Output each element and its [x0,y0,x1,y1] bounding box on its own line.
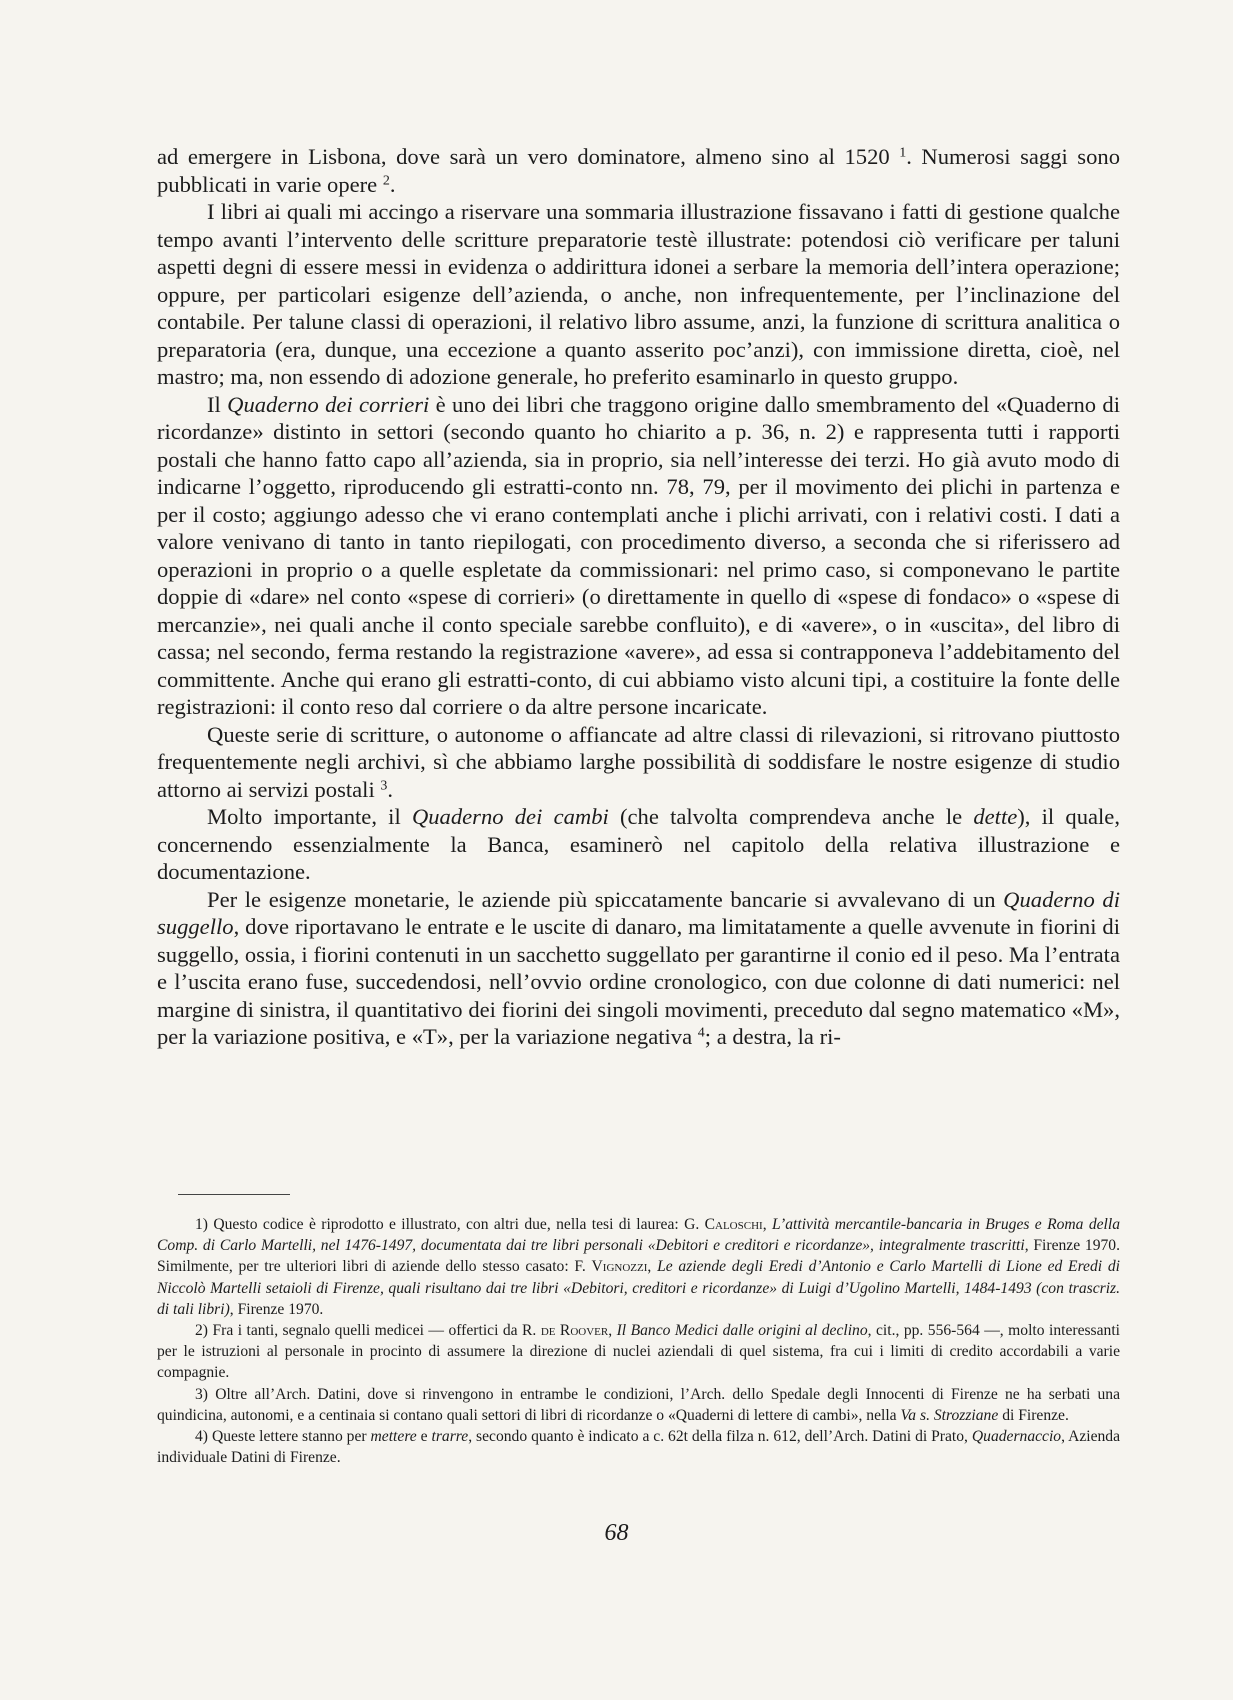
paragraph-3 [157,391,1120,721]
footnote-4 [157,1426,1120,1468]
footnote-number: 1) [195,1216,208,1233]
book-title: Quaderno di suggello [157,886,1120,939]
term: dette [973,804,1018,829]
text-run: . Numerosi saggi sono pubblicati in varie opere [157,144,1120,197]
page-number: 68 [604,1520,629,1546]
text-run: Il [207,391,221,417]
author-name: Vignozzi [591,1258,648,1276]
term: trarre [431,1428,469,1446]
text-run: ; a destra, la ri- [704,1024,841,1049]
footnote-2 [157,1320,1120,1384]
work-title: L’attività mercantile-bancaria in Bruges e Roma della Comp. di Carlo Martelli, nel 1476-1497, documentata dai tre libri personali «Debitori e creditori e ricordanze», integralmente trascritti [157,1216,1121,1255]
text-run: , Firenze 1970. Similmente, per tre ulteriori libri di aziende dello stesso casato: F. [157,1237,1120,1276]
term: mettere [370,1428,417,1446]
footnote-ref[interactable]: 2 [382,172,390,188]
text-run: , [762,1216,767,1233]
author-name: Caloschi [704,1216,763,1233]
paragraph-4 [157,721,1120,804]
footnote-1 [157,1214,1120,1320]
book-title: Quaderno dei cambi [411,804,609,829]
text-run: e [420,1428,428,1446]
footnote-number: 2) [195,1322,208,1340]
footnote-ref[interactable]: 4 [697,1025,705,1041]
text-run: Oltre all’Arch. Datini, dove si rinvengono in entrambe le condizioni, l’Arch. dello Spedale degli Innocenti di Firenze ne ha serbati una quindicina, autonomi, e a centinaia si contano quali settori di libri di ricordanze o «Quaderni di lettere di cambi», nella [157,1385,1120,1424]
text-run: . [389,171,396,197]
footnotes [157,1214,1120,1468]
footnote-3 [157,1384,1120,1426]
work-title: Il Banco Medici dalle origini al declino [616,1322,868,1340]
footnote-ref[interactable]: 1 [899,145,907,161]
text-run: (che talvolta comprendeva anche le [620,804,963,829]
main-text [157,143,1120,1051]
archive-title: Va s. Strozziane [900,1406,999,1424]
text-run: è uno dei libri che traggono origine dallo smembramento del «Quaderno di ricordanze» distinto in settori (secondo quanto ho chiarito a p. 36, n. 2) e rappresenta tutti i rapporti postali che hanno fatto capo all’azienda, sia in proprio, sia nell’interesse dei terzi. Ho già avuto modo di indicarne l’oggetto, riproducendo gli estratti-conto nn. 78, 79, per il movimento dei plichi in partenza e per il costo; aggiungo adesso che vi erano contemplati anche i plichi arrivati, con i relativi costi. I dati a valore venivano di tanto in tanto riepilogati, con procedimento diverso, a seconda che si riferissero ad operazioni in proprio o a quelle espletate da commissionari: nel primo caso, si componevano le partite doppie di «dare» nel conto «spese di corrieri» (o direttamente in quello di «spese di fondaco» o «spese di mercanzie», nei quali anche il conto speciale sarebbe confluito), e di «avere», o in «uscita», del libro di cassa; nel secondo, ferma restando la registrazione «avere», ad essa si contrapponeva l’addebitamento del committente. Anche qui erano gli estratti-conto, di cui abbiamo visto alcuni tipi, a costituire la fonte delle registrazioni: il conto reso dal corriere o da altre persone incaricate. [157,391,1121,719]
text-run: , cit., pp. 556-564 —, molto interessanti per le istruzioni al personale in procinto di assumere la direzione di nuclei aziendali di quel sistema, fra cui i limiti di credito accordabili a varie compagnie. [157,1322,1121,1382]
paragraph-1 [157,143,1120,198]
text-run: ad emergere in Lisbona, dove sarà un vero dominatore, almeno sino al 1520 [157,144,890,169]
text-run: Fra i tanti, segnalo quelli medicei — offertici da R. [212,1322,537,1340]
text-run: Molto importante, il [207,804,401,829]
text-run: Per le esigenze monetarie, le aziende più spiccatamente bancarie si avvalevano di un [207,886,996,912]
work-title: Quadernaccio [971,1428,1062,1446]
text-run: , [647,1258,652,1276]
paragraph-2: I libri ai quali mi accingo a riservare una sommaria illustrazione fissavano i fatti di gestione qualche tempo avanti l’intervento delle scritture preparatorie testè illustrate: potendosi ciò verificare per taluni aspetti degni di essere messi in evidenza o addirittura idonei a serbare la memoria dell’intera operazione; oppure, per particolari esigenze dell’azienda, o anche, non infrequentemente, per l’inclinazione del contabile. Per talune classi di operazioni, il relativo libro assume, anzi, la funzione di scrittura analitica o preparatoria (era, dunque, una eccezione a quanto asserito poc’anzi), con immissione diretta, cioè, nel mastro; ma, non essendo di adozione generale, ho preferito esaminarlo in questo gruppo. [157,199,1120,389]
text-run: Queste serie di scritture, o autonome o affiancate ad altre classi di rilevazioni, si ritrovano piuttosto frequentemente negli archivi, sì che abbiamo larghe possibilità di soddisfare le nostre esigenze di studio attorno ai servizi postali [157,721,1120,802]
text-run: Questo codice è riprodotto e illustrato, con altri due, nella tesi di laurea: G. [213,1216,700,1233]
work-title: Le aziende degli Eredi d’Antonio e Carlo Martelli di Lione ed Eredi di Niccolò Martelli setaioli di Firenze, quali risultano dai tre libri «Debitori, creditori e ricordanze» di Luigi d’Ugolino Martelli, 1484-1493 (con trascriz. di tali libri) [157,1258,1120,1318]
text-run: ), il quale, concernendo essenzialmente la Banca, esaminerò nel capitolo della relativa illustrazione e documentazione. [157,804,1120,884]
footnote-divider [178,1194,290,1195]
text-run: . [387,776,394,802]
book-title: Quaderno dei corrieri [227,391,430,417]
text-run: di Firenze. [1002,1406,1069,1424]
paragraph-6 [157,886,1120,1051]
text-run: , [608,1322,613,1340]
footnote-ref[interactable]: 3 [380,777,388,793]
text-run: , Firenze 1970. [229,1300,324,1318]
footnote-number: 4) [195,1428,208,1446]
text-run: Queste lettere stanno per [211,1428,367,1446]
author-name: de Roover [540,1322,609,1340]
text-run: , Azienda individuale Datini di Firenze. [157,1428,1121,1467]
text-run: , secondo quanto è indicato a c. 62t della filza n. 612, dell’Arch. Datini di Prato, [468,1428,968,1446]
paragraph-5 [157,803,1120,886]
text-run: , dove riportavano le entrate e le uscite di danaro, ma limitatamente a quelle avvenute in fiorini di suggello, ossia, i fiorini contenuti in un sacchetto suggellato per garantirne il conio ed il peso. Ma l’entrata e l’uscita erano fuse, succedendosi, nell’ovvio ordine cronologico, con due colonne di dati numerici: nel margine di sinistra, il quantitativo dei fiorini dei singoli movimenti, preceduto dal segno matematico «M», per la variazione positiva, e «T», per la variazione negativa [157,914,1120,1049]
footnote-number: 3) [195,1385,208,1403]
